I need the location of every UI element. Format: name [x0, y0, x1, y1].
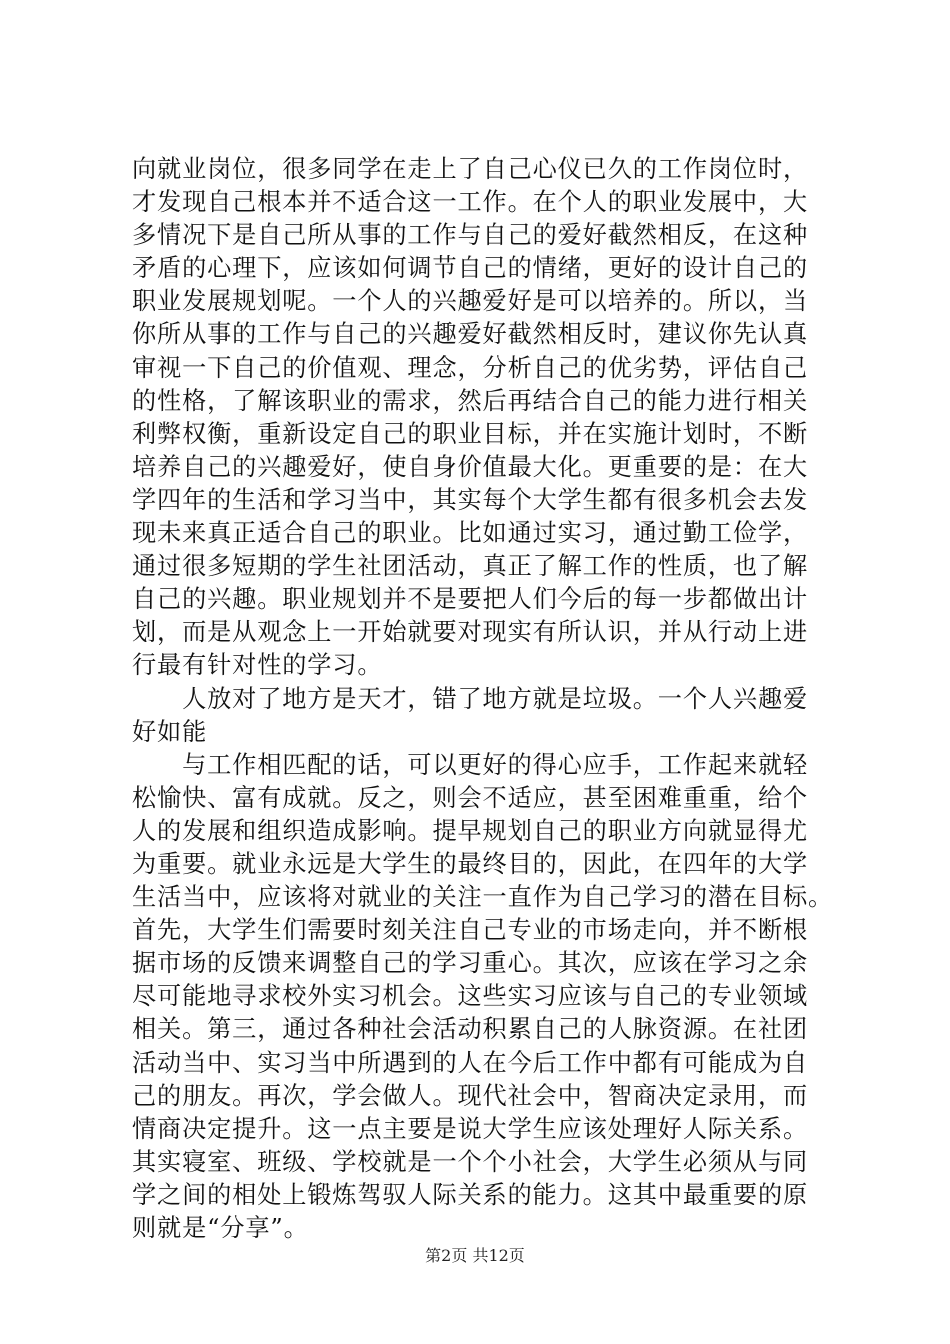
document-body: [132, 153, 832, 1245]
page-footer: 第2页 共12页: [425, 1246, 525, 1265]
text-line: 松愉快、富有成就。反之，则会不适应，甚至困难重重，给个: [132, 783, 809, 812]
text-line: 通过很多短期的学生社团活动，真正了解工作的性质，也了解: [132, 552, 809, 581]
text-line: 自己的兴趣。职业规划并不是要把人们今后的每一步都做出计: [132, 585, 809, 614]
text-line: 人放对了地方是天才，错了地方就是垃圾。一个人兴趣爱: [132, 684, 809, 713]
text-line: 己的朋友。再次，学会做人。现代社会中，智商决定录用，而: [132, 1081, 809, 1110]
text-line: 活动当中、实习当中所遇到的人在今后工作中都有可能成为自: [132, 1048, 809, 1077]
text-line: 情商决定提升。这一点主要是说大学生应该处理好人际关系。: [132, 1114, 809, 1143]
text-line: 其实寝室、班级、学校就是一个个小社会，大学生必须从与同: [132, 1147, 809, 1176]
text-line: 行最有针对性的学习。: [132, 651, 383, 680]
text-line: 尽可能地寻求校外实习机会。这些实习应该与自己的专业领域: [132, 982, 809, 1011]
text-line: 的性格，了解该职业的需求，然后再结合自己的能力进行相关: [132, 386, 809, 415]
text-line: 向就业岗位，很多同学在走上了自己心仪已久的工作岗位时，: [132, 155, 809, 183]
text-line: 现未来真正适合自己的职业。比如通过实习，通过勤工俭学，: [132, 519, 809, 548]
text-line: 学之间的相处上锻炼驾驭人际关系的能力。这其中最重要的原: [132, 1180, 809, 1209]
text-line: 审视一下自己的价值观、理念，分析自己的优劣势，评估自己: [132, 353, 809, 382]
text-line: 为重要。就业永远是大学生的最终目的，因此，在四年的大学: [132, 849, 809, 878]
text-line: 职业发展规划呢。一个人的兴趣爱好是可以培养的。所以，当: [132, 287, 809, 316]
text-line: 首先，大学生们需要时刻关注自己专业的市场走向，并不断根: [132, 916, 809, 945]
text-line: 才发现自己根本并不适合这一工作。在个人的职业发展中，大: [132, 188, 809, 217]
text-line: 利弊权衡，重新设定自己的职业目标，并在实施计划时，不断: [132, 419, 809, 448]
text-line: 生活当中，应该将对就业的关注一直作为自己学习的潜在目标。: [132, 883, 834, 912]
text-line: 好如能: [132, 717, 208, 746]
text-line: 学四年的生活和学习当中，其实每个大学生都有很多机会去发: [132, 485, 809, 514]
text-line: 与工作相匹配的话，可以更好的得心应手，工作起来就轻: [132, 750, 809, 779]
text-line: 则就是“分享”。: [132, 1214, 309, 1242]
text-line: 划，而是从观念上一开始就要对现实有所认识，并从行动上进: [132, 618, 809, 647]
text-line: 你所从事的工作与自己的兴趣爱好截然相反时，建议你先认真: [132, 320, 809, 349]
text-line: 培养自己的兴趣爱好，使自身价值最大化。更重要的是：在大: [132, 452, 809, 481]
text-line: 据市场的反馈来调整自己的学习重心。其次，应该在学习之余: [132, 949, 809, 978]
text-line: 多情况下是自己所从事的工作与自己的爱好截然相反，在这种: [132, 221, 809, 250]
text-line: 矛盾的心理下，应该如何调节自己的情绪，更好的设计自己的: [132, 254, 809, 283]
text-line: 人的发展和组织造成影响。提早规划自己的职业方向就显得尤: [132, 816, 809, 845]
text-line: 相关。第三，通过各种社会活动积累自己的人脉资源。在社团: [132, 1015, 809, 1044]
